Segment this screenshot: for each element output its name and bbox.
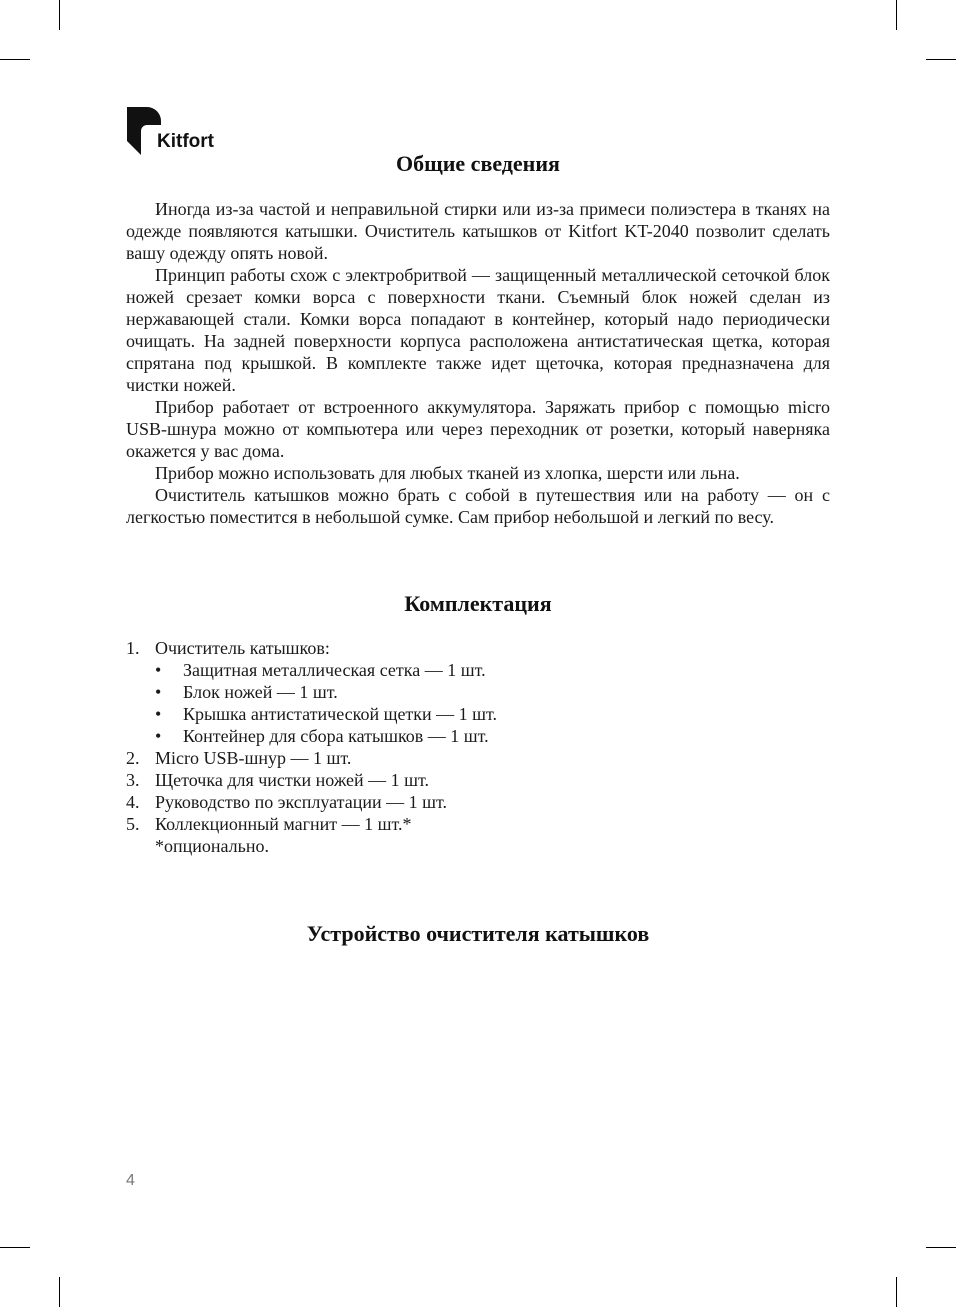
sub-list-item: [126, 659, 830, 681]
sub-list-item: [126, 681, 830, 703]
paragraph: Принцип работы схож с электробритвой — защищенный металлической сеточкой блок ножей срезает комки ворса с поверхности ткани. Съемный блок ножей сделан из нержавающей стали. Комки ворса попадают в контейнер, который надо периодически очищать. На задней поверхности корпуса расположена антистатическая щетка, которая спрятана под крышкой. В комплекте также идет щеточка, которая предназначена для чистки ножей.: [126, 265, 830, 395]
sub-list-text: Контейнер для сбора катышков — 1 шт.: [183, 726, 489, 746]
bullet: •: [155, 660, 162, 680]
sub-list-text: Защитная металлическая сетка — 1 шт.: [183, 660, 486, 680]
sub-list-item: [126, 725, 830, 747]
bullet: •: [155, 682, 162, 702]
list-number: 5.: [126, 814, 140, 834]
list-number: 4.: [126, 792, 140, 812]
footnote: *опционально.: [155, 836, 270, 856]
crop-mark: [59, 1277, 60, 1307]
list-item: [126, 637, 830, 659]
footnote-row: [126, 835, 830, 857]
list-number: 3.: [126, 770, 140, 790]
paragraph: Прибор можно использовать для любых тканей из хлопка, шерсти или льна.: [155, 463, 740, 483]
list-item: [126, 747, 830, 769]
section-title-kit: Комплектация: [404, 591, 552, 616]
crop-mark: [896, 1277, 897, 1307]
bullet: •: [155, 704, 162, 724]
list-text: Micro USB-шнур — 1 шт.: [155, 748, 352, 768]
list-number: 2.: [126, 748, 140, 768]
paragraph: Очиститель катышков можно брать с собой в путешествия или на работу — он с легкостью поместится в небольшой сумке. Сам прибор небольшой и легкий по весу.: [126, 485, 830, 527]
sub-list-text: Крышка антистатической щетки — 1 шт.: [183, 704, 498, 724]
list-text: Очиститель катышков:: [155, 638, 330, 658]
crop-mark: [926, 59, 956, 60]
section-title-general: Общие сведения: [396, 151, 560, 176]
page-number: 4: [126, 1172, 135, 1189]
crop-mark: [0, 1247, 30, 1248]
sub-list-item: [126, 703, 830, 725]
list-item: [126, 791, 830, 813]
list-text: Коллекционный магнит — 1 шт.*: [155, 814, 412, 834]
logo-brand-text: Kitfort: [157, 131, 214, 152]
general-text: [126, 198, 830, 528]
list-text: Щеточка для чистки ножей — 1 шт.: [155, 770, 430, 790]
list-text: Руководство по эксплуатации — 1 шт.: [155, 792, 447, 812]
crop-mark: [59, 0, 60, 30]
list-item: [126, 769, 830, 791]
section-title-device: Устройство очистителя катышков: [306, 921, 650, 946]
crop-mark: [896, 0, 897, 30]
crop-mark: [0, 59, 30, 60]
crop-mark: [926, 1247, 956, 1248]
paragraph: Прибор работает от встроенного аккумулятора. Заряжать прибор с помощью micro USB-шнура можно от компьютера или через переходник от розетки, который наверняка окажется у вас дома.: [126, 397, 830, 461]
sub-list-text: Блок ножей — 1 шт.: [183, 682, 338, 702]
bullet: •: [155, 726, 162, 746]
list-number: 1.: [126, 638, 140, 658]
kitfort-logo: [127, 107, 237, 157]
list-item: [126, 813, 830, 835]
kitfort-logo-icon: [127, 107, 161, 155]
paragraph: Иногда из-за частой и неправильной стирки или из-за примеси полиэстера в тканях на одежде появляются катышки. Очиститель катышков от Kitfort KT-2040 позволит сделать вашу одежду опять новой.: [126, 199, 830, 263]
kit-list: [126, 637, 830, 857]
